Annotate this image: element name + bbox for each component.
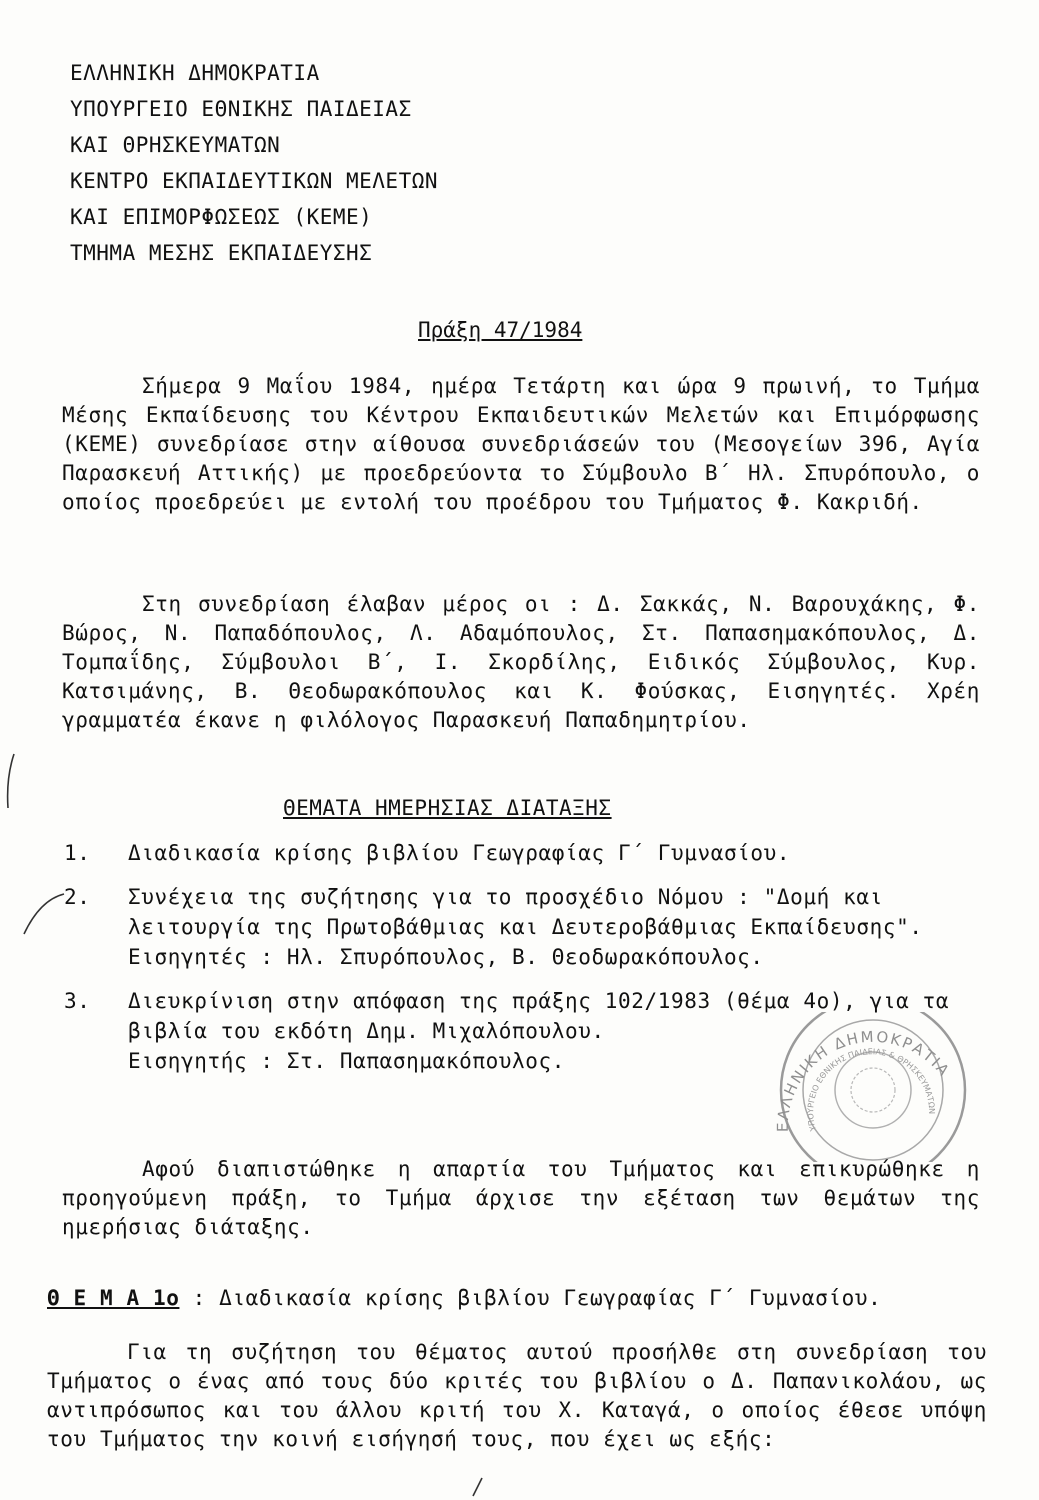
header-line: ΤΜΗΜΑ ΜΕΣΗΣ ΕΚΠΑΙΔΕΥΣΗΣ <box>70 241 373 265</box>
agenda-item-rapporteurs: Εισηγητές : Ηλ. Σπυρόπουλος, Β. Θεοδωρακόπουλος. <box>128 945 764 969</box>
agenda-item-text: Διαδικασία κρίσης βιβλίου Γεωγραφίας Γ΄ Γυμνασίου. <box>128 841 791 865</box>
letterhead <box>70 55 438 271</box>
header-line: ΚΑΙ ΕΠΙΜΟΡΦΩΣΕΩΣ (ΚΕΜΕ) <box>70 205 373 229</box>
agenda-item-number: 2. <box>64 885 91 909</box>
members-paragraph: Στη συνεδρίαση έλαβαν μέρος οι : Δ. Σακκάς, Ν. Βαρουχάκης, Φ. Βώρος, Ν. Παπαδόπουλος, Λ. Αδαμόπουλος, Στ. Παπασημακόπουλος, Δ. Τομπαΐδης, Σύμβουλοι Β΄, Ι. Σκορδίλης, Ειδικός Σύμβουλος, Κυρ. Κατσιμάνης, Β. Θεοδωρακόπουλος και Κ. Φούσκας, Εισηγητές. Χρέη γραμματέα έκανε η φιλόλογος Παρασκευή Παπαδημητρίου. <box>62 592 980 732</box>
agenda-item-rapporteurs: Εισηγητής : Στ. Παπασημακόπουλος. <box>128 1049 566 1073</box>
topic-heading <box>47 1286 881 1310</box>
intro-paragraph: Σήμερα 9 Μαΐου 1984, ημέρα Τετάρτη και ώρα 9 πρωινή, το Τμήμα Μέσης Εκπαίδευσης του Κέντρου Εκπαιδευτικών Μελετών και Επιμόρφωσης (ΚΕΜΕ) συνεδρίασε στην αίθουσα συνεδριάσεών του (Μεσογείων 396, Αγία Παρασκευή Αττικής) με προεδρεύοντα το Σύμβουλο Β΄ Ηλ. Σπυρόπουλο, ο οποίος προεδρεύει με εντολή του προέδρου του Τμήματος Φ. Κακριδή. <box>62 374 980 514</box>
stamp-outer-text: ΕΛΛΗΝΙΚΗ ΔΗΜΟΚΡΑΤΙΑ <box>773 1027 954 1133</box>
header-line: ΚΕΝΤΡΟ ΕΚΠΑΙΔΕΥΤΙΚΩΝ ΜΕΛΕΤΩΝ <box>70 169 439 193</box>
header-line: ΚΑΙ ΘΡΗΣΚΕΥΜΑΤΩΝ <box>70 133 281 157</box>
agenda-item-number: 3. <box>64 989 91 1013</box>
agenda-item <box>64 882 984 972</box>
margin-pen-mark <box>22 890 66 940</box>
quorum-paragraph: Αφού διαπιστώθηκε η απαρτία του Τμήματος και επικυρώθηκε η προηγούμενη πράξη, το Τμήμα άρχισε την εξέταση των θεμάτων της ημερήσιας διάταξης. <box>62 1157 980 1239</box>
discussion-paragraph: Για τη συζήτηση του θέματος αυτού προσήλθε στη συνεδρίαση του Τμήματος ο ένας από τους δύο κριτές του βιβλίου ο Δ. Παπανικολάου, ως αντιπρόσωπος και του άλλου κριτή του Χ. Καταγά, ο οποίος έθεσε υπόψη του Τμήματος την κοινή εισήγησή τους, που έχει ως εξής: <box>47 1340 987 1451</box>
margin-pen-mark <box>468 1476 486 1498</box>
act-title: Πράξη 47/1984 <box>418 318 583 342</box>
header-line: ΕΛΛΗΝΙΚΗ ΔΗΜΟΚΡΑΤΙΑ <box>70 61 320 85</box>
header-line: ΥΠΟΥΡΓΕΙΟ ΕΘΝΙΚΗΣ ΠΑΙΔΕΙΑΣ <box>70 97 412 121</box>
margin-pen-mark <box>0 752 20 812</box>
agenda-item-text: Διευκρίνιση στην απόφαση της πράξης 102/1983 (θέμα 4ο), για τα βιβλία του εκδότη Δημ. Μιχαλόπουλου. <box>128 989 950 1043</box>
stamp-inner-text: ΥΠΟΥΡΓΕΙΟ ΕΘΝΙΚΗΣ ΠΑΙΔΕΙΑΣ & ΘΡΗΣΚΕΥΜΑΤΩΝ <box>806 1047 937 1132</box>
agenda-item <box>64 838 984 868</box>
topic-label: Θ Ε Μ Α 1ο <box>47 1286 180 1310</box>
topic-text: Διαδικασία κρίσης βιβλίου Γεωγραφίας Γ΄ Γυμνασίου. <box>219 1286 882 1310</box>
agenda-item-number: 1. <box>64 841 91 865</box>
official-stamp <box>758 1012 978 1162</box>
topic-separator: : <box>179 1286 220 1310</box>
agenda-title: ΘΕΜΑΤΑ ΗΜΕΡΗΣΙΑΣ ΔΙΑΤΑΞΗΣ <box>283 796 612 820</box>
agenda-item-text: Συνέχεια της συζήτησης για το προσχέδιο Νόμου : "Δομή και λειτουργία της Πρωτοβάθμιας και Δευτεροβάθμιας Εκπαίδευσης". <box>128 885 923 939</box>
